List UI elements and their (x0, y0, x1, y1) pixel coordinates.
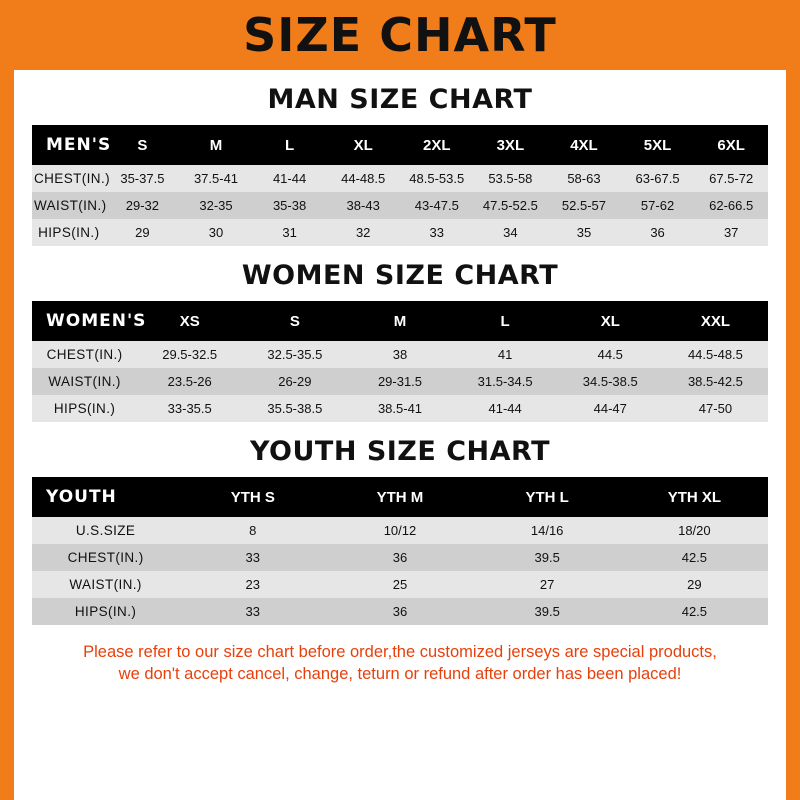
table-cell: 44.5 (558, 341, 663, 368)
row-label: HIPS(IN.) (32, 219, 106, 246)
disclaimer-note (36, 641, 764, 686)
man-header-m: M (179, 125, 253, 165)
table-cell: 29-31.5 (347, 368, 452, 395)
man-table-body (32, 165, 768, 246)
table-cell: 36 (326, 544, 473, 571)
youth-table-body (32, 517, 768, 625)
youth-header-m: YTH M (326, 477, 473, 517)
table-cell: 34 (474, 219, 548, 246)
table-row (32, 192, 768, 219)
women-header-s: S (242, 301, 347, 341)
table-cell: 35 (547, 219, 621, 246)
table-cell: 38.5-42.5 (663, 368, 768, 395)
table-cell: 33 (179, 598, 326, 625)
table-cell: 31 (253, 219, 327, 246)
table-cell: 41 (453, 341, 558, 368)
row-label: WAIST(IN.) (32, 571, 179, 598)
table-cell: 62-66.5 (694, 192, 768, 219)
man-table-head (32, 125, 768, 165)
table-header-row (32, 301, 768, 341)
man-header-s: S (106, 125, 180, 165)
man-section-title: MAN SIZE CHART (267, 84, 533, 115)
man-header-xl: XL (326, 125, 400, 165)
table-cell: 33-35.5 (137, 395, 242, 422)
man-size-table (32, 125, 768, 246)
table-cell: 32.5-35.5 (242, 341, 347, 368)
women-header-label: WOMEN'S (32, 301, 137, 341)
table-row (32, 219, 768, 246)
table-cell: 35.5-38.5 (242, 395, 347, 422)
man-header-2xl: 2XL (400, 125, 474, 165)
table-cell: 10/12 (326, 517, 473, 544)
table-row (32, 571, 768, 598)
row-label: WAIST(IN.) (32, 192, 106, 219)
table-cell: 25 (326, 571, 473, 598)
table-row (32, 544, 768, 571)
table-cell: 52.5-57 (547, 192, 621, 219)
table-cell: 39.5 (474, 598, 621, 625)
content-area (14, 84, 786, 686)
women-size-table (32, 301, 768, 422)
table-cell: 29 (106, 219, 180, 246)
table-cell: 48.5-53.5 (400, 165, 474, 192)
table-cell: 41-44 (453, 395, 558, 422)
table-cell: 44-47 (558, 395, 663, 422)
row-label: CHEST(IN.) (32, 165, 106, 192)
women-header-m: M (347, 301, 452, 341)
table-cell: 39.5 (474, 544, 621, 571)
table-cell: 63-67.5 (621, 165, 695, 192)
youth-table-head (32, 477, 768, 517)
women-header-xs: XS (137, 301, 242, 341)
table-cell: 23 (179, 571, 326, 598)
table-cell: 27 (474, 571, 621, 598)
table-cell: 29 (621, 571, 768, 598)
row-label: WAIST(IN.) (32, 368, 137, 395)
page-title: SIZE CHART (243, 8, 557, 62)
youth-size-table (32, 477, 768, 625)
table-cell: 32-35 (179, 192, 253, 219)
man-header-4xl: 4XL (547, 125, 621, 165)
table-cell: 47-50 (663, 395, 768, 422)
header-band (14, 0, 786, 70)
youth-header-xl: YTH XL (621, 477, 768, 517)
row-label: HIPS(IN.) (32, 395, 137, 422)
table-cell: 43-47.5 (400, 192, 474, 219)
table-cell: 35-37.5 (106, 165, 180, 192)
women-header-xl: XL (558, 301, 663, 341)
table-cell: 41-44 (253, 165, 327, 192)
women-table-head (32, 301, 768, 341)
man-header-label: MEN'S (32, 125, 106, 165)
table-cell: 23.5-26 (137, 368, 242, 395)
table-cell: 57-62 (621, 192, 695, 219)
table-row (32, 165, 768, 192)
table-cell: 8 (179, 517, 326, 544)
table-cell: 29-32 (106, 192, 180, 219)
youth-header-s: YTH S (179, 477, 326, 517)
table-cell: 34.5-38.5 (558, 368, 663, 395)
table-cell: 44-48.5 (326, 165, 400, 192)
table-cell: 42.5 (621, 544, 768, 571)
table-cell: 37 (694, 219, 768, 246)
man-header-3xl: 3XL (474, 125, 548, 165)
table-cell: 31.5-34.5 (453, 368, 558, 395)
table-header-row (32, 125, 768, 165)
table-row (32, 341, 768, 368)
table-cell: 33 (400, 219, 474, 246)
man-header-6xl: 6XL (694, 125, 768, 165)
table-cell: 67.5-72 (694, 165, 768, 192)
row-label: HIPS(IN.) (32, 598, 179, 625)
table-cell: 42.5 (621, 598, 768, 625)
youth-header-l: YTH L (474, 477, 621, 517)
table-cell: 37.5-41 (179, 165, 253, 192)
table-row (32, 598, 768, 625)
table-row (32, 368, 768, 395)
youth-section-title: YOUTH SIZE CHART (249, 436, 551, 467)
table-cell: 33 (179, 544, 326, 571)
table-cell: 36 (621, 219, 695, 246)
table-cell: 58-63 (547, 165, 621, 192)
table-cell: 32 (326, 219, 400, 246)
table-cell: 53.5-58 (474, 165, 548, 192)
man-header-l: L (253, 125, 327, 165)
row-label: CHEST(IN.) (32, 544, 179, 571)
table-cell: 29.5-32.5 (137, 341, 242, 368)
women-section-title: WOMEN SIZE CHART (241, 260, 559, 291)
table-row (32, 517, 768, 544)
table-cell: 44.5-48.5 (663, 341, 768, 368)
table-cell: 30 (179, 219, 253, 246)
disclaimer-line-2: we don't accept cancel, change, teturn or refund after order has been placed! (118, 665, 682, 684)
table-cell: 26-29 (242, 368, 347, 395)
table-cell: 14/16 (474, 517, 621, 544)
table-cell: 36 (326, 598, 473, 625)
women-header-l: L (453, 301, 558, 341)
table-cell: 35-38 (253, 192, 327, 219)
table-cell: 38.5-41 (347, 395, 452, 422)
disclaimer-line-1: Please refer to our size chart before order,the customized jerseys are special products, (83, 643, 717, 661)
table-cell: 38-43 (326, 192, 400, 219)
table-cell: 18/20 (621, 517, 768, 544)
women-header-xxl: XXL (663, 301, 768, 341)
women-table-body (32, 341, 768, 422)
youth-header-label: YOUTH (32, 477, 179, 517)
man-header-5xl: 5XL (621, 125, 695, 165)
row-label: U.S.SIZE (32, 517, 179, 544)
table-cell: 47.5-52.5 (474, 192, 548, 219)
row-label: CHEST(IN.) (32, 341, 137, 368)
table-cell: 38 (347, 341, 452, 368)
table-header-row (32, 477, 768, 517)
table-row (32, 395, 768, 422)
